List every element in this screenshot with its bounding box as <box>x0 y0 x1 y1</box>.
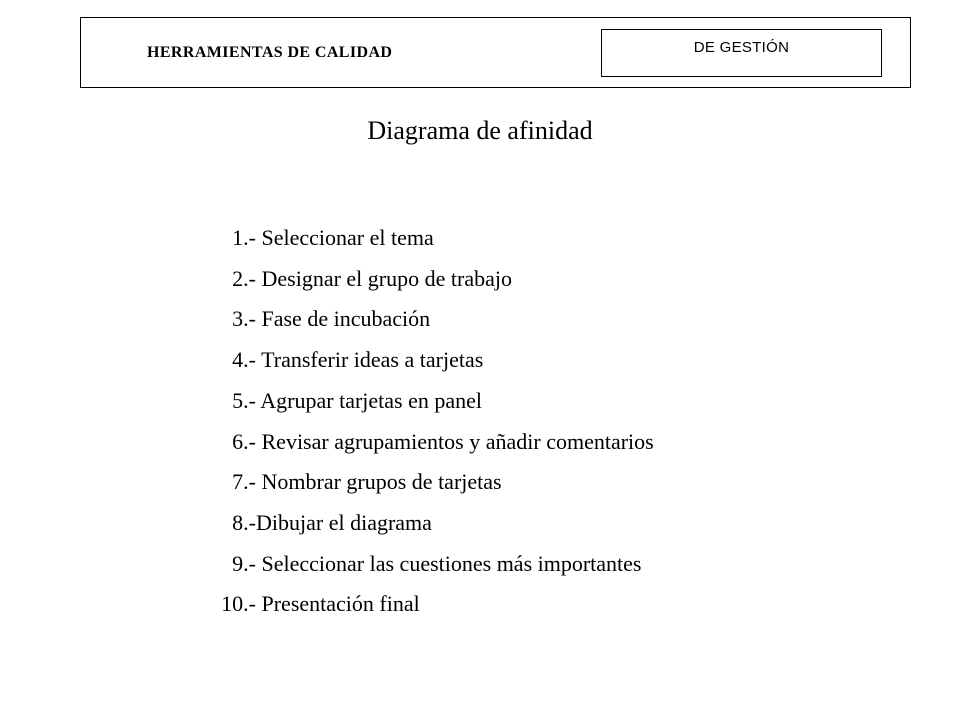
step-number: 6.- <box>232 428 256 454</box>
header-title: HERRAMIENTAS DE CALIDAD <box>147 44 393 61</box>
list-item <box>212 584 654 625</box>
step-text: Transferir ideas a tarjetas <box>261 347 484 373</box>
step-number: 2.- <box>232 265 256 291</box>
step-text: Dibujar el diagrama <box>256 509 432 535</box>
list-item <box>212 381 654 422</box>
step-number: 5.- <box>232 387 256 413</box>
step-text: Agrupar tarjetas en panel <box>260 387 483 413</box>
step-number: 8.- <box>232 509 256 535</box>
step-number: 10.- <box>221 591 256 617</box>
step-number: 7.- <box>232 469 256 495</box>
header-box <box>80 17 911 88</box>
step-text: Nombrar grupos de tarjetas <box>261 469 502 495</box>
steps-list <box>212 218 654 625</box>
step-text: Seleccionar las cuestiones más importantes <box>261 550 642 576</box>
list-item <box>212 259 654 300</box>
list-item <box>212 503 654 544</box>
step-text: Presentación final <box>261 591 420 617</box>
step-number: 4.- <box>232 347 256 373</box>
step-text: Seleccionar el tema <box>261 225 434 250</box>
header-tag-label: DE GESTIÓN <box>693 39 790 56</box>
step-number: 9.- <box>232 550 256 576</box>
step-number: 1.- <box>232 225 256 250</box>
list-item <box>212 422 654 463</box>
list-item <box>212 544 654 585</box>
list-item <box>212 299 654 340</box>
step-number: 3.- <box>232 306 256 332</box>
step-text: Designar el grupo de trabajo <box>261 265 512 291</box>
list-item <box>212 218 654 259</box>
header-tag-box <box>601 29 882 77</box>
page-title: Diagrama de afinidad <box>367 116 593 145</box>
step-text: Revisar agrupamientos y añadir comentarios <box>261 428 654 454</box>
list-item <box>212 462 654 503</box>
list-item <box>212 340 654 381</box>
step-text: Fase de incubación <box>261 306 431 332</box>
